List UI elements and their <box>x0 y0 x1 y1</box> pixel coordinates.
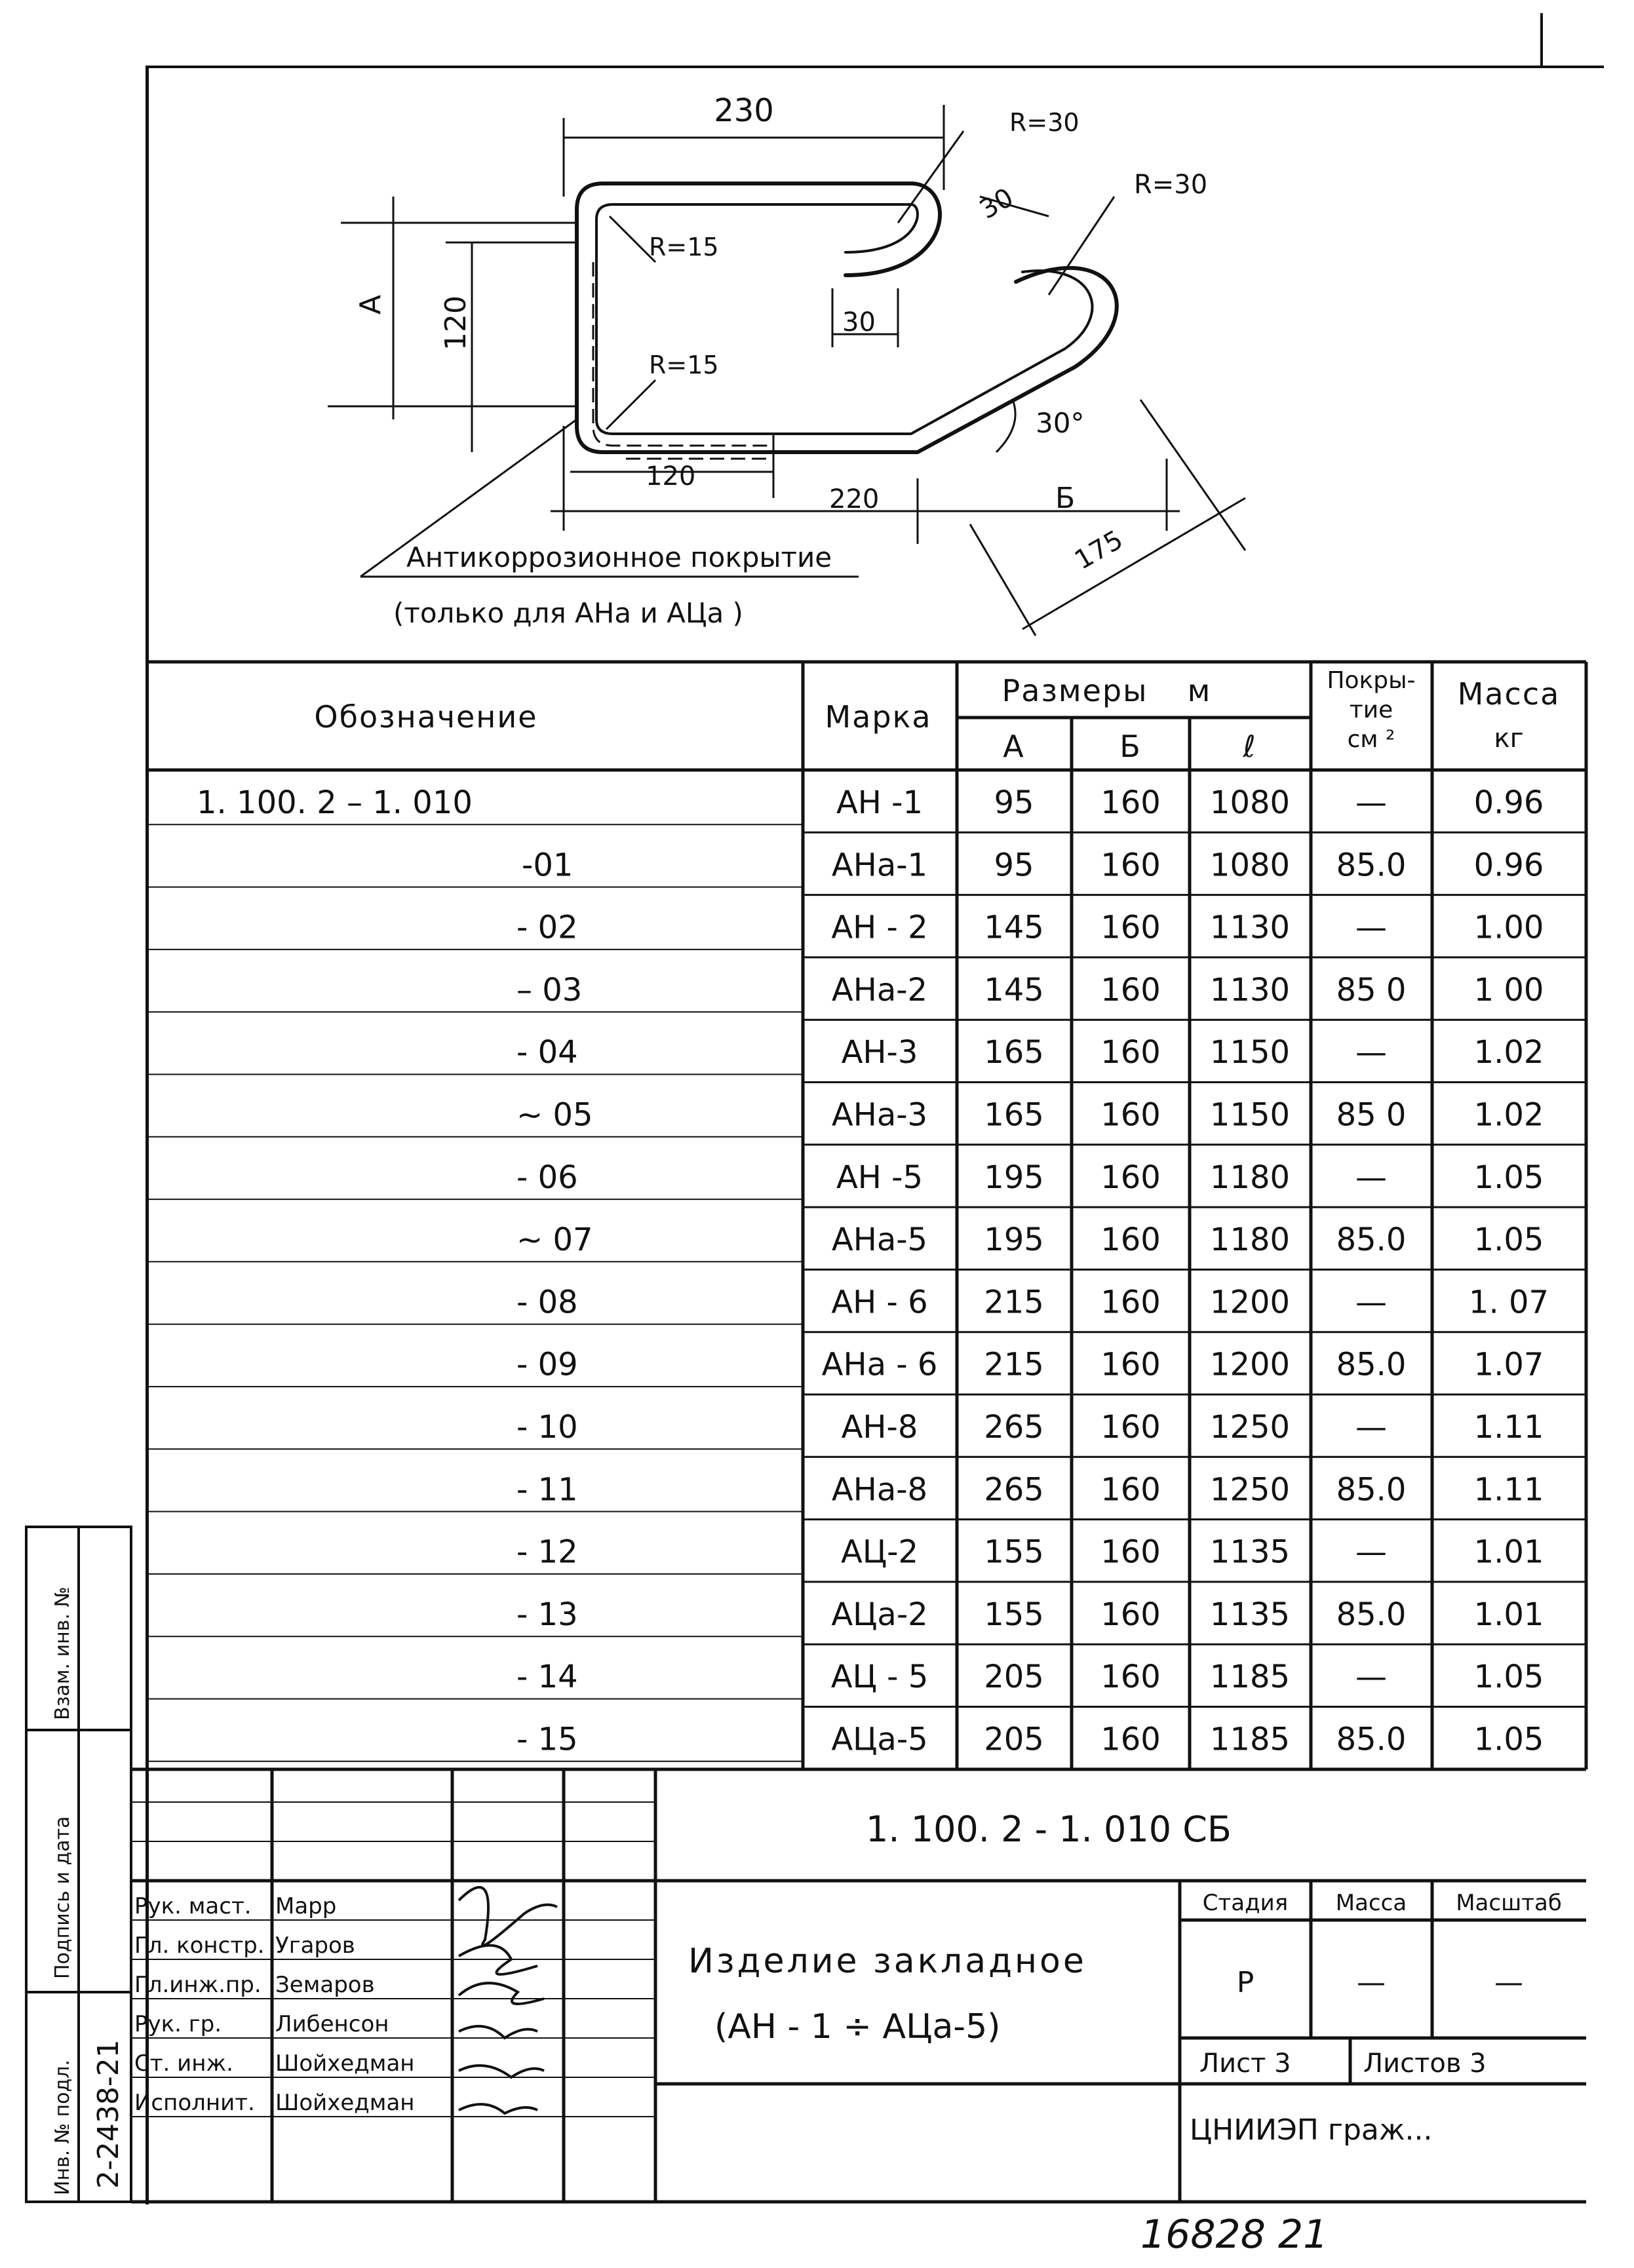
cell-b: 160 <box>1100 1659 1161 1696</box>
cell-a: 145 <box>984 971 1044 1009</box>
cell-coat: 85.0 <box>1336 1721 1407 1758</box>
title-role: Рук. гр. <box>134 2011 222 2037</box>
col-coating-3: см ² <box>1347 726 1395 753</box>
cell-coat: 85.0 <box>1336 1346 1407 1383</box>
cell-mark: АНа-1 <box>831 847 928 884</box>
cell-l: 1250 <box>1209 1409 1291 1446</box>
dim-a: А <box>354 294 387 315</box>
cell-l: 1150 <box>1209 1096 1291 1134</box>
cell-mass: 1.07 <box>1473 1346 1544 1383</box>
dim-175: 175 <box>1070 524 1129 576</box>
cell-mass: 1.02 <box>1473 1096 1544 1134</box>
cell-mass: 1.01 <box>1473 1533 1544 1571</box>
cell-mark: АНа-2 <box>831 971 928 1009</box>
cell-l: 1135 <box>1209 1533 1291 1571</box>
dim-r30-right: R=30 <box>1134 170 1208 200</box>
cell-l: 1135 <box>1209 1596 1291 1633</box>
replace-label: Взам. инв. № <box>51 1586 74 1720</box>
cell-l: 1080 <box>1209 847 1291 884</box>
cell-a: 145 <box>984 909 1044 946</box>
cell-a: 215 <box>984 1346 1044 1383</box>
title-role: Исполнит. <box>134 2090 255 2116</box>
cell-coat: 85.0 <box>1336 1471 1407 1509</box>
title-name: Марр <box>275 1893 337 1919</box>
col-mark: Марка <box>825 699 932 735</box>
cell-mark: АНа-3 <box>831 1096 928 1134</box>
dim-120-vertical: 120 <box>439 296 473 351</box>
cell-coat: 85.0 <box>1336 1221 1407 1259</box>
cell-des: -01 <box>522 847 574 884</box>
cell-mark: АН-3 <box>841 1034 918 1071</box>
cell-a: 205 <box>984 1659 1044 1696</box>
cell-b: 160 <box>1100 784 1161 821</box>
cell-mass: 1.01 <box>1473 1596 1544 1633</box>
stage-value: Р <box>1236 1966 1255 1999</box>
cell-b: 160 <box>1100 1034 1161 1071</box>
cell-mass: 1.11 <box>1473 1471 1544 1509</box>
organization: ЦНИИЭП граж... <box>1190 2113 1433 2147</box>
footer-number: 16828 21 <box>1140 2212 1329 2258</box>
product-name: Изделие закладное <box>688 1942 1087 1981</box>
title-name: Шойхедман <box>275 2050 415 2077</box>
cell-coat: — <box>1355 784 1387 821</box>
mass-label: Масса <box>1335 1890 1407 1916</box>
cell-coat: 85.0 <box>1336 847 1407 884</box>
scale-value: — <box>1494 1966 1523 1999</box>
cell-des: - 13 <box>516 1596 578 1633</box>
sheets-total: Листов 3 <box>1363 2048 1487 2079</box>
cell-des: - 14 <box>516 1659 578 1696</box>
cell-b: 160 <box>1100 1409 1161 1446</box>
dim-angle: 30° <box>1036 407 1085 439</box>
cell-l: 1180 <box>1209 1221 1291 1259</box>
scale-label: Масштаб <box>1456 1890 1562 1916</box>
cell-des: ~ 07 <box>516 1221 593 1259</box>
cell-a: 165 <box>984 1034 1044 1071</box>
cell-mark: АЦ-2 <box>841 1533 918 1571</box>
cell-l: 1200 <box>1209 1284 1291 1321</box>
cell-b: 160 <box>1100 1096 1161 1134</box>
cell-mass: 1.05 <box>1473 1221 1544 1259</box>
dim-220: 220 <box>829 484 880 514</box>
cell-mass: 1.00 <box>1473 909 1544 946</box>
cell-l: 1130 <box>1209 909 1291 946</box>
inv-value: 2-2438-21 <box>92 2039 125 2189</box>
title-name: Либенсон <box>275 2011 389 2037</box>
cell-des: - 11 <box>516 1471 578 1509</box>
cell-coat: — <box>1355 1533 1387 1571</box>
cell-b: 160 <box>1100 1533 1161 1571</box>
cell-a: 165 <box>984 1096 1044 1134</box>
coating-note-line2: (только для АНа и АЦа ) <box>393 597 743 629</box>
cell-coat: 85.0 <box>1336 1596 1407 1633</box>
col-coating-1: Покры- <box>1327 667 1416 694</box>
cell-mark: АН -1 <box>836 784 924 821</box>
side-stamp <box>0 0 151 2268</box>
title-name: Земаров <box>275 1972 375 1998</box>
col-sizes: Размеры <box>1002 673 1148 708</box>
cell-a: 265 <box>984 1409 1044 1446</box>
cell-des: - 12 <box>516 1533 578 1571</box>
sign-label: Подпись и дата <box>51 1816 74 1979</box>
product-range: (АН - 1 ÷ АЦа-5) <box>714 2007 1001 2047</box>
cell-mark: АНа-8 <box>831 1471 928 1509</box>
cell-l: 1080 <box>1209 784 1291 821</box>
dim-r15-bottom: R=15 <box>649 351 719 379</box>
cell-b: 160 <box>1100 1221 1161 1259</box>
cell-a: 215 <box>984 1284 1044 1321</box>
cell-des: – 03 <box>516 971 583 1009</box>
cell-a: 95 <box>994 784 1034 821</box>
cell-mass: 1.11 <box>1473 1409 1544 1446</box>
cell-coat: — <box>1355 1159 1387 1196</box>
col-mass-1: Масса <box>1457 676 1561 712</box>
cell-b: 160 <box>1100 971 1161 1009</box>
cell-mass: 1. 07 <box>1468 1284 1549 1321</box>
col-designation: Обозначение <box>314 699 538 735</box>
mass-value: — <box>1357 1966 1386 1999</box>
cell-mark: АН-8 <box>841 1409 918 1446</box>
cell-mass: 1.05 <box>1473 1659 1544 1696</box>
cell-coat: 85 0 <box>1336 971 1407 1009</box>
cell-mark: АН -5 <box>836 1159 924 1196</box>
cell-des: - 06 <box>516 1159 578 1196</box>
inv-label: Инв. № подл. <box>51 2060 74 2195</box>
cell-coat: — <box>1355 1409 1387 1446</box>
cell-mark: АНа - 6 <box>821 1346 938 1383</box>
cell-mass: 0.96 <box>1473 847 1544 884</box>
stage-label: Стадия <box>1202 1890 1289 1916</box>
cell-b: 160 <box>1100 1346 1161 1383</box>
signatures <box>459 1887 557 2113</box>
cell-des: - 02 <box>516 909 578 946</box>
cell-b: 160 <box>1100 1471 1161 1509</box>
cell-mark: АЦ - 5 <box>830 1659 929 1696</box>
cell-coat: — <box>1355 1659 1387 1696</box>
title-role: Ст. инж. <box>134 2050 233 2077</box>
cell-des: ~ 05 <box>516 1096 593 1134</box>
cell-des: - 10 <box>516 1409 578 1446</box>
cell-mass: 0.96 <box>1473 784 1544 821</box>
col-sizes-unit: м <box>1187 673 1212 708</box>
cell-b: 160 <box>1100 1596 1161 1633</box>
cell-l: 1180 <box>1209 1159 1291 1196</box>
cell-coat: — <box>1355 909 1387 946</box>
cell-coat: 85 0 <box>1336 1096 1407 1134</box>
drawing-code: 1. 100. 2 - 1. 010 СБ <box>866 1809 1232 1850</box>
coating-note-line1: Антикоррозионное покрытие <box>406 541 832 573</box>
title-name: Угаров <box>275 1932 355 1959</box>
cell-b: 160 <box>1100 1159 1161 1196</box>
cell-mass: 1.05 <box>1473 1159 1544 1196</box>
cell-des: 1. 100. 2 – 1. 010 <box>197 784 473 821</box>
cell-a: 205 <box>984 1721 1044 1758</box>
cell-a: 155 <box>984 1533 1044 1571</box>
cell-des: - 08 <box>516 1284 578 1321</box>
dim-b: Б <box>1055 482 1076 515</box>
dim-120-horizontal: 120 <box>646 461 696 491</box>
cell-l: 1250 <box>1209 1471 1291 1509</box>
cell-a: 155 <box>984 1596 1044 1633</box>
title-role: Рук. маст. <box>134 1893 252 1919</box>
cell-des: - 09 <box>516 1346 578 1383</box>
cell-l: 1130 <box>1209 971 1291 1009</box>
cell-a: 95 <box>994 847 1034 884</box>
cell-l: 1150 <box>1209 1034 1291 1071</box>
sheet-number: Лист 3 <box>1199 2048 1291 2079</box>
cell-l: 1200 <box>1209 1346 1291 1383</box>
cell-a: 195 <box>984 1221 1044 1259</box>
dim-30-bottom: 30 <box>842 307 876 337</box>
title-role: Гл.инж.пр. <box>134 1972 262 1998</box>
cell-l: 1185 <box>1209 1659 1291 1696</box>
col-a: А <box>1003 729 1025 764</box>
col-mass-2: кг <box>1494 723 1524 754</box>
col-l: ℓ <box>1243 729 1257 764</box>
cell-mark: АН - 2 <box>831 909 928 946</box>
cell-a: 195 <box>984 1159 1044 1196</box>
cell-mark: АНа-5 <box>831 1221 928 1259</box>
cell-l: 1185 <box>1209 1721 1291 1758</box>
title-name: Шойхедман <box>275 2090 415 2116</box>
dim-30-diagonal: 30 <box>975 182 1019 225</box>
cell-des: - 15 <box>516 1721 578 1758</box>
cell-des: - 04 <box>516 1034 578 1071</box>
dim-r30-top: R=30 <box>1009 108 1080 137</box>
cell-coat: — <box>1355 1284 1387 1321</box>
cell-mass: 1.05 <box>1473 1721 1544 1758</box>
cell-a: 265 <box>984 1471 1044 1509</box>
cell-b: 160 <box>1100 909 1161 946</box>
cell-coat: — <box>1355 1034 1387 1071</box>
cell-mark: АЦа-5 <box>831 1721 928 1758</box>
cell-mark: АН - 6 <box>831 1284 928 1321</box>
title-role: Гл. констр. <box>134 1932 265 1959</box>
cell-mass: 1.02 <box>1473 1034 1544 1071</box>
dim-r15-top: R=15 <box>649 233 719 261</box>
cell-mark: АЦа-2 <box>831 1596 928 1633</box>
col-coating-2: тие <box>1349 697 1393 723</box>
dim-230: 230 <box>714 92 774 129</box>
cell-mass: 1 00 <box>1473 971 1544 1009</box>
cell-b: 160 <box>1100 1284 1161 1321</box>
cell-b: 160 <box>1100 847 1161 884</box>
cell-b: 160 <box>1100 1721 1161 1758</box>
col-b: Б <box>1119 729 1142 764</box>
